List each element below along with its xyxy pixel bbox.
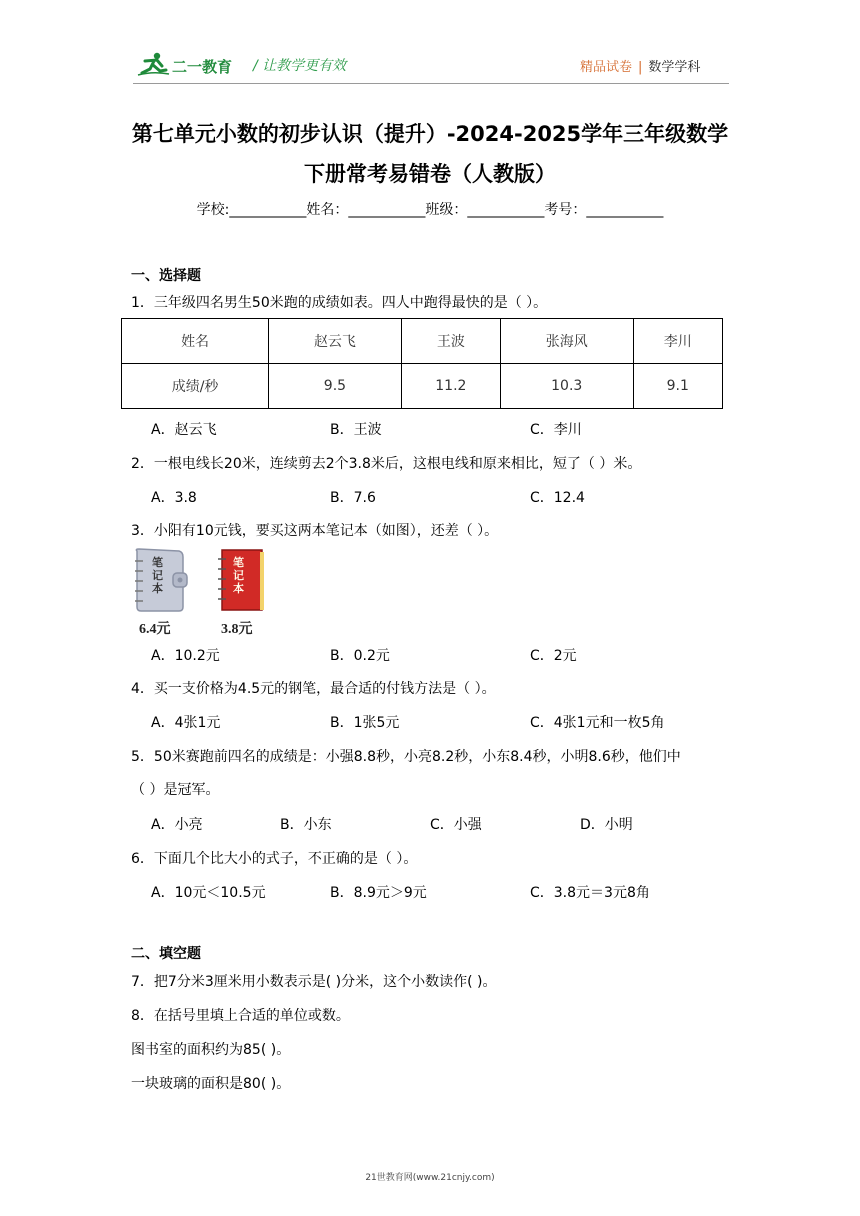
- footer-source: 21世教育网(www.21cnjy.com): [365, 1173, 495, 1183]
- q2-option-a: A．3.8: [151, 490, 197, 506]
- table-cell: 王波: [401, 319, 500, 364]
- q5-option-a: A．小亮: [151, 817, 203, 833]
- q2-option-b: B．7.6: [330, 490, 376, 506]
- header-divider: [133, 83, 729, 84]
- notebook-char: 笔: [152, 557, 163, 569]
- table-cell: 李川: [633, 319, 722, 364]
- table-cell: 姓名: [122, 319, 269, 364]
- table-cell: 赵云飞: [269, 319, 402, 364]
- q4-option-c: C．4张1元和一枚5角: [530, 715, 665, 731]
- question-6: 6．下面几个比大小的式子，不正确的是（ ）。: [131, 851, 418, 867]
- badge: 精品试卷: [580, 60, 633, 75]
- question-4: 4．买一支价格为4.5元的钢笔，最合适的付钱方法是（ ）。: [131, 681, 496, 697]
- page-title-line2: 下册常考易错卷（人教版）: [304, 162, 556, 186]
- question-2: 2．一根电线长20米，连续剪去2个3.8米后，这根电线和原来相比，短了（ ）米。: [131, 456, 642, 472]
- table-cell: 张海风: [500, 319, 633, 364]
- student-info-line: 学校:___________姓名：___________班级：___________考号：___________: [196, 202, 664, 218]
- subject-label: 数学学科: [648, 60, 701, 75]
- notebook-red-text: [233, 557, 244, 596]
- question-1: 1．三年级四名男生50米跑的成绩如表。四人中跑得最快的是（ ）。: [131, 295, 548, 311]
- q2-option-c: C．12.4: [530, 490, 585, 506]
- notebook-char: 本: [233, 583, 244, 595]
- question-3: 3．小阳有10元钱，要买这两本笔记本（如图），还差（ ）。: [131, 523, 499, 539]
- q5-option-d: D．小明: [580, 817, 633, 833]
- table-cell: 9.1: [633, 364, 722, 409]
- run-results-table: [121, 318, 723, 409]
- question-8: 8．在括号里填上合适的单位或数。: [131, 1008, 350, 1024]
- notebook-char: 本: [152, 583, 163, 595]
- question-8-part-b: 一块玻璃的面积是80( )。: [131, 1076, 291, 1092]
- question-8-part-a: 图书室的面积约为85( )。: [131, 1042, 291, 1058]
- slogan: / 让教学更有效: [253, 58, 347, 74]
- q1-option-b: B．王波: [330, 422, 382, 438]
- q3-option-b: B．0.2元: [330, 648, 390, 664]
- q3-option-c: C．2元: [530, 648, 577, 664]
- header-separator: |: [638, 60, 643, 75]
- table-cell: 10.3: [500, 364, 633, 409]
- notebook-char: 记: [152, 570, 163, 582]
- question-5-line1: 5．50米赛跑前四名的成绩是：小强8.8秒，小亮8.2秒，小东8.4秒，小明8.6秒，他们中: [131, 749, 681, 765]
- notebook-char: 笔: [233, 557, 244, 569]
- table-row: [122, 364, 723, 409]
- table-cell: 11.2: [401, 364, 500, 409]
- q5-option-c: C．小强: [430, 817, 482, 833]
- q3-option-a: A．10.2元: [151, 648, 220, 664]
- q6-option-c: C．3.8元＝3元8角: [530, 885, 650, 901]
- q1-option-a: A．赵云飞: [151, 422, 217, 438]
- q6-option-b: B．8.9元＞9元: [330, 885, 427, 901]
- notebook-grey-text: [152, 557, 163, 596]
- logo-text: 二一教育: [172, 59, 233, 76]
- q4-option-b: B．1张5元: [330, 715, 400, 731]
- section-choice-heading: 一、选择题: [131, 268, 201, 284]
- table-cell: 9.5: [269, 364, 402, 409]
- question-7: 7．把7分米3厘米用小数表示是( )分米，这个小数读作( )。: [131, 974, 497, 990]
- q6-option-a: A．10元＜10.5元: [151, 885, 266, 901]
- section-fill-heading: 二、填空题: [131, 946, 201, 962]
- q1-option-c: C．李川: [530, 422, 582, 438]
- header-right: [580, 56, 700, 75]
- logo-runner-icon: [135, 51, 171, 82]
- notebook-grey-price: 6.4元: [139, 622, 171, 637]
- table-cell: 成绩/秒: [122, 364, 269, 409]
- table-header-row: [122, 319, 723, 364]
- page-title-line1: 第七单元小数的初步认识（提升）-2024-2025学年三年级数学: [131, 122, 729, 146]
- notebook-red-price: 3.8元: [221, 622, 253, 637]
- q5-option-b: B．小东: [280, 817, 332, 833]
- q4-option-a: A．4张1元: [151, 715, 221, 731]
- question-5-line2: （ ）是冠军。: [131, 782, 220, 798]
- notebook-char: 记: [233, 570, 244, 582]
